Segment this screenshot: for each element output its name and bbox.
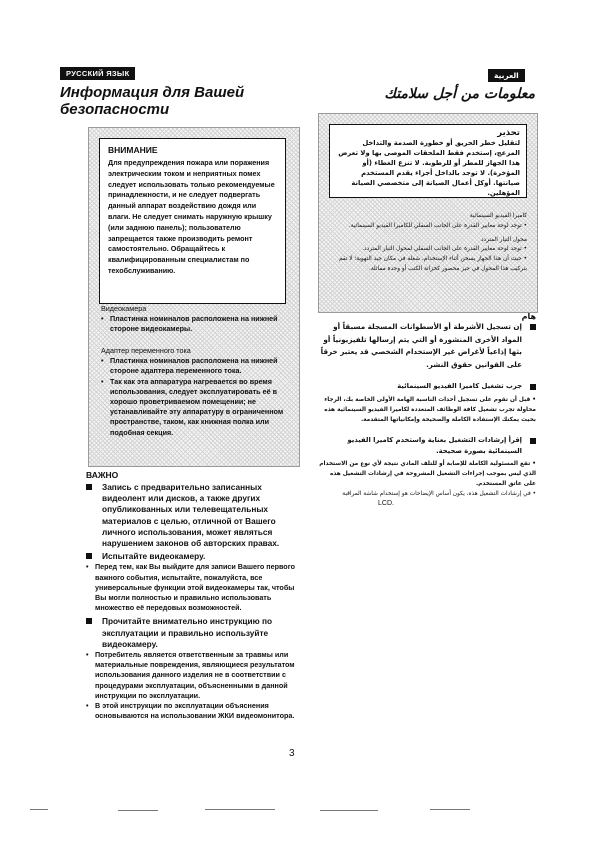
ar-adapter-rating-note: • توجد لوحة معايير القدرة على الجانب السفلي لمحول التيار المتردد. [362, 246, 527, 253]
ru-safety-panel [88, 127, 300, 467]
ru-warning-text: Для предупреждения пожара или поражения электрическим током и неприятных помех следует использовать только рекомендуемые принадлежности, и не следует подвергать данный аппарат воздействию дождя или влаги. Не следует снимать наружную крышку (или заднюю панель); пользователю запрещается также производить ремонт самостоятельно. Обращайтесь к квалифицированным специалистам по техобслуживанию. [108, 158, 275, 275]
ru-lcd-note: • В этой инструкции по эксплуатации объяснения основываются на использовании ЖКИ видеомонитора. [86, 701, 298, 721]
ru-adapter-ventilation-note: • Так как эта аппаратура нагревается во время использования, следует эксплуатировать её в хорошо проветриваемом помещении; не устанавливайте эту аппаратуру в ограниченном пространстве, таком, как книжная полка или подобная секция. [101, 377, 291, 438]
ru-test-note: • Перед тем, как Вы выйдите для записи Вашего первого важного события, испытайте, пожалуйста, все универсальные функции этой видеокамеры так, чтобы Вы могли полностью и правильно использовать множество её передовых возможностей. [86, 562, 298, 613]
ru-camcorder-rating-note: • Пластинка номиналов расположена на нижней стороне видеокамеры. [101, 314, 291, 334]
scan-mark [118, 810, 158, 811]
ar-warning-text: لتقليل خطر الحريق أو خطورة الصدمة والتداخل المزعج، إستخدم فقط الملحقات الموصى بها ولا تعرض هذا الجهاز للمطر أو للرطوبة. لا تنزع الغطاء (أو المؤخرة). لا توجد بالداخل أجزاء يقدم المستخدم صيانتها. أوكل أعمال الصيانة إلى متخصصي الصيانة المؤهلين. [338, 139, 520, 197]
ru-page-title: Информация для Вашей безопасности [60, 84, 245, 118]
ar-adapter-ventilation-note: • حيث أن هذا الجهاز يسخن أثناء الإستخدام، شغله في مكان جيد التهوية؛ لا تقم بتركيب هذا المحول في حيز محصور كخزانة الكتب أو وحدة مماثلة. [338, 256, 527, 272]
ar-details-section [329, 212, 527, 275]
page-number: 3 [289, 748, 295, 759]
ar-important-section [318, 312, 536, 507]
square-bullet-icon [530, 324, 536, 330]
ru-important-copyright: Запись с предварительно записанных видеолент или дисков, а также других опубликованных или телевещательных материалов с целью, отличной от Вашего личного использования, может являться нарушением законов об авторских правах. [86, 482, 298, 549]
ar-camcorder-rating-note: • توجد لوحة معايير القدرة على الجانب السفلي للكاميرا الفيديو السينمائية. [348, 222, 527, 229]
ar-warning-heading: تحذير [497, 128, 520, 138]
ru-adapter-heading: Адаптер переменного тока [101, 346, 191, 355]
ru-camcorder-heading: Видеокамера [101, 304, 147, 313]
ar-camcorder-heading: كاميرا الفيديو السينمائية [469, 213, 527, 219]
ar-responsibility-note: • تقع المسئولية الكاملة للإصابة أو للتلف المادي نتيجة لأي نوع من الاستخدام الذي ليس بموجب إجراءات التشغيل المشروحة في إرشادات التشغيل هذه على عاتق المستخدم. [319, 461, 536, 487]
ru-important-test: Испытайте видеокамеру. [86, 551, 298, 562]
scan-mark [30, 809, 48, 810]
ru-important-heading: ВАЖНО [86, 470, 119, 480]
square-bullet-icon [530, 438, 536, 444]
square-bullet-icon [530, 384, 536, 390]
ar-important-read-manual: إقرأ إرشادات التشغيل بعناية واستخدم كاميرا الفيديو السينمائية بصورة صحيحة. [318, 435, 536, 457]
ru-camcorder-section [101, 304, 291, 335]
ar-important-test: جرب تشغيل كاميرا الفيديو السينمائية [318, 381, 536, 392]
ru-warning-box [99, 138, 286, 304]
ru-adapter-section [101, 346, 291, 438]
ar-adapter-heading: محول التيار المتردد [480, 236, 527, 243]
ru-important-section [86, 470, 298, 721]
ru-important-read-manual: Прочитайте внимательно инструкцию по эксплуатации и правильно используйте видеокамеру. [86, 616, 298, 650]
scan-mark [320, 810, 378, 811]
ar-warning-box [329, 124, 527, 198]
ar-test-note: • قبل أن تقوم على تسجيل أحداث الناسبة الهامة الأولى الخاصة بك، الرجاء محاولة تجرب تشغيل كافة الوظائف المتعددة لكاميرا الفيديو السينمائية هذه بحيث يمكنك الإستفادة الكاملة والصحيحة وإمكانياتها المتقدمة. [324, 397, 536, 423]
scan-mark [205, 809, 275, 810]
ru-adapter-rating-note: • Пластинка номиналов расположена на нижней стороне адаптера переменного тока. [101, 356, 291, 376]
square-bullet-icon [86, 553, 92, 559]
ru-responsibility-note: • Потребитель является ответственным за травмы или материальные повреждения, являющиеся результатом использования данного изделия не в соответствии с процедурами эксплуатации, объясненными в данной инструкции по эксплуатации. [86, 650, 298, 701]
ar-safety-panel [318, 113, 538, 313]
ar-important-copyright: إن تسجيل الأشرطة أو الأسطوانات المسجلة مسبقاً أو المواد الأخرى المنشورة أو التي يتم إرسالها تلفيزيونياً أو بثها إذاعياً لأغراض غير الإستخدام الشخصي قد يعتبر خرقاً على القوانين حقوق النشر. [318, 321, 536, 371]
ar-language-tag: العربية [488, 69, 525, 82]
ar-lcd-label: LCD. [378, 499, 394, 507]
ar-page-title: معلومات من أجل سلامتك [384, 86, 535, 102]
ru-language-tag: РУССКИЙ ЯЗЫК [60, 67, 135, 80]
square-bullet-icon [86, 484, 92, 490]
square-bullet-icon [86, 618, 92, 624]
scan-mark [430, 809, 470, 810]
ar-important-heading: هام [521, 312, 536, 321]
ar-lcd-note: • في إرشادات التشغيل هذه، يكون أساس الإيضاحات هو إستخدام شاشة المراقبة [342, 490, 536, 497]
ru-warning-heading: ВНИМАНИЕ [108, 145, 158, 155]
